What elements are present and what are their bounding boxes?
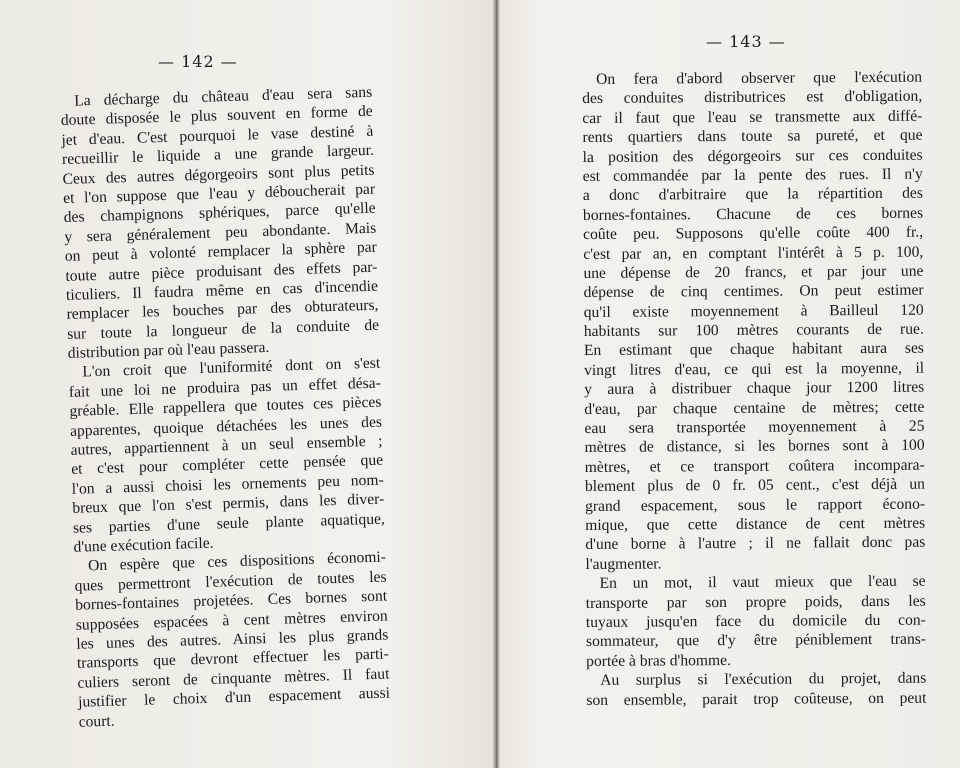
text-line: En un mot, il vaut mieux que l'eau se [599,572,926,593]
text-line: vingt litres d'eau, ce qui est la moyenne, il [584,359,925,379]
text-line: la position des dégorgeoirs sur ces conduites [582,146,923,166]
text-line: autres, appartiennent à un seul ensemble ; [70,432,383,459]
text-line: qu'il existe moyennement à Bailleul 120 [583,301,924,321]
text-line: on peut à volonté remplacer la sphère par [64,238,377,266]
text-line: bornes-fontaines. Chacune de ces bornes [582,204,924,224]
text-line: transporte par son propre poids, dans les [585,592,926,612]
text-line: et c'est pour compléter cette pensée que [70,452,384,479]
text-line: des champignons sphériques, parce qu'elle [63,200,376,227]
text-line: des conduites distributrices est d'obligation, [582,88,923,108]
text-line: culiers seront de cinquante mètres. Il faut [77,665,390,692]
text-line: mètres de distance, si les bornes sont à 100 [584,437,925,457]
text-line: habitants sur 100 mètres courants de rue. [583,320,924,341]
text-line: a donc d'arbitraire que la répartition des [582,184,923,205]
text-line: tuyaux jusqu'en face du domicile du con- [585,611,926,631]
text-line: eau sera transportée moyennement à 25 [584,417,925,438]
text-line: une dépense de 20 francs, et par jour une [583,262,924,282]
text-line: Au surplus si l'exécution du projet, dans [600,669,927,689]
text-line: justifier le choix d'un espacement aussi [77,684,391,711]
text-line: son ensemble, parait trop coûteuse, on peut [586,689,927,709]
text-line: jet d'eau. C'est pourquoi le vase destiné à [61,122,374,149]
text-line: ses parties d'une seule plante aquatique, [72,510,386,537]
page-number: — 143 — [706,32,786,51]
book-gutter [492,0,500,768]
text-line: recueillir le liquide a une grande largeur. [61,141,375,169]
text-line: distribution par où l'eau passera. [67,338,270,362]
text-line: ques permettront l'exécution de toutes les [74,568,387,595]
text-line: Ceux des autres dégorgeoirs sont plus petits [62,161,375,188]
right-page [500,0,960,768]
text-line: est commandée par la pente des rues. Il n'y [582,165,923,185]
page-body [60,83,391,732]
text-line: sommateur, que d'y être péniblement trans- [585,630,927,651]
text-line: y sera généralement peu abondante. Mais [64,219,377,246]
text-line: On fera d'abord observer que l'exécution [596,68,923,88]
text-line: d'une exécution facile. [73,534,214,556]
text-line: mique, que cette distance de cent mètres [585,514,926,534]
text-line: coûte peu. Supposons qu'elle coûte 400 fr., [583,223,924,244]
text-line: supposées espacées à cent mètres environ [75,607,388,634]
text-line: La décharge du château d'eau sera sans [74,83,373,110]
text-line: et l'on suppose que l'eau y déboucherait par [62,180,376,207]
text-line: toute autre pièce produisant des effets par- [65,258,378,285]
text-line: car il faut que l'eau se transmette aux diffé- [582,107,923,127]
text-line: sur toute la longueur de la conduite de [66,316,380,343]
text-line: l'augmenter. [585,555,662,573]
text-line: rents quartiers dans toute sa pureté, et que [582,126,923,147]
page-body [582,68,926,710]
text-line: fait une loi ne produira pas un effet désa- [68,374,382,401]
text-line: gréable. Elle rappellera que toutes ces pièces [69,393,382,421]
text-line: court. [78,712,115,731]
text-line: bornes-fontaines projetées. Ces bornes sont [74,587,388,614]
text-line: dépense de cinq centimes. On peut estimer [583,281,924,302]
text-line: mètres, et ce transport coûtera incompara- [584,456,925,476]
text-line: c'est par an, en comptant l'intérêt à 5 p. 100, [583,243,924,263]
text-line: d'une borne à l'autre ; il ne fallait donc pas [585,533,926,554]
text-line: d'eau, par chaque centaine de mètres; cette [584,398,925,418]
text-line: apparentes, quoique détachées les unes des [69,413,383,440]
text-line: breux que l'on s'est permis, dans les diver- [72,490,385,518]
page-number: — 142 — [158,52,238,71]
text-line: y aura à distribuer chaque jour 1200 litres [584,378,925,399]
text-line: portée à bras d'homme. [586,651,732,670]
text-line: blement plus de 0 fr. 05 cent., c'est déjà un [584,475,925,496]
text-line: ticuliers. Il faudra même en cas d'incendie [65,277,379,304]
text-line: grand espacement, sous le rapport écono- [584,495,926,515]
text-line: En estimant que chaque habitant aura ses [583,340,925,360]
text-line: transports que devront effectuer les parti- [76,645,390,673]
text-line: l'on a aussi choisi les ornements peu nom- [71,471,384,498]
text-line: doute disposée le plus souvent en forme de [60,103,373,130]
text-line: les unes des autres. Ainsi les plus grands [76,626,389,653]
text-line: remplacer les bouches par des obturateurs, [66,296,379,324]
text-line: On espère que ces dispositions économi- [87,548,387,575]
text-line: L'on croit que l'uniformité dont on s'est [82,355,381,381]
